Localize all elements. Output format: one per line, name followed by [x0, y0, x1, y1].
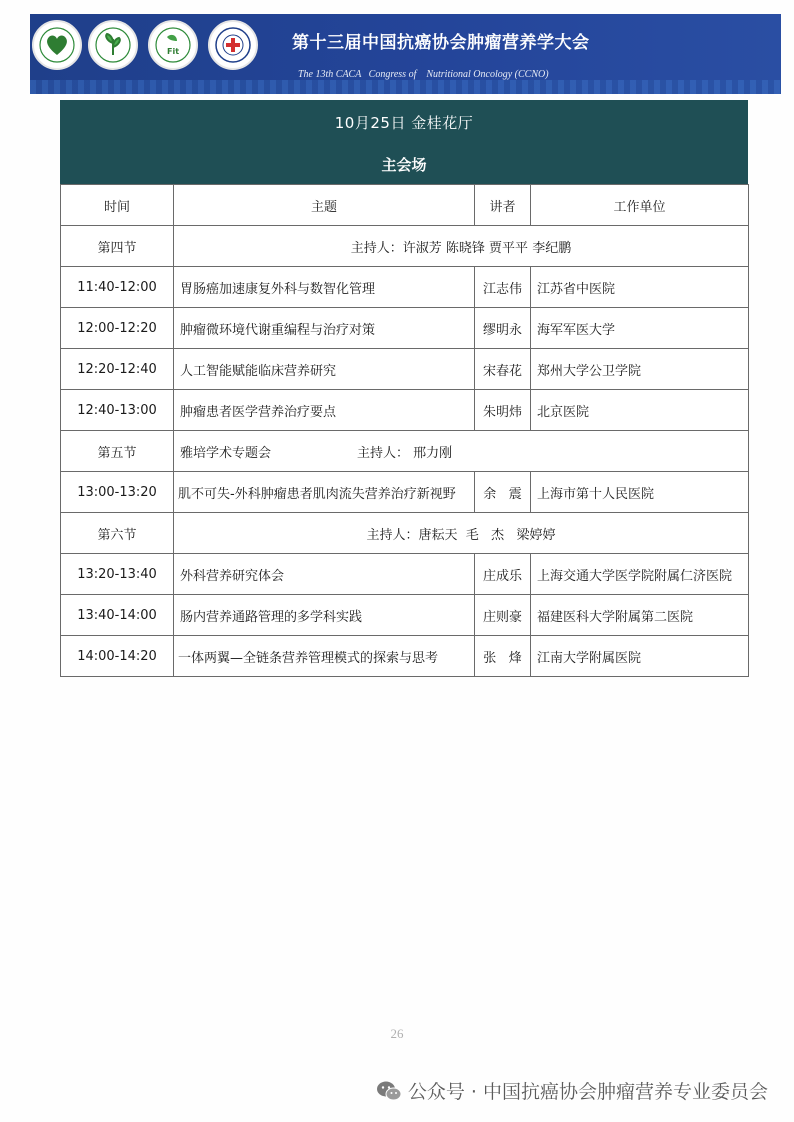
talk-time: 14:00-14:20 [61, 636, 174, 677]
table-row [61, 636, 749, 677]
talk-time: 12:40-13:00 [61, 390, 174, 431]
talk-unit: 江南大学附属医院 [531, 636, 749, 677]
table-row [61, 554, 749, 595]
section-label: 第六节 [61, 513, 174, 554]
table-row [61, 308, 749, 349]
talk-unit: 上海市第十人民医院 [531, 472, 749, 513]
schedule-table [60, 184, 749, 677]
talk-topic: 肌不可失-外科肿瘤患者肌肉流失营养治疗新视野 [174, 472, 475, 513]
talk-topic: 外科营养研究体会 [174, 554, 475, 595]
section-row [61, 226, 749, 267]
talk-topic: 人工智能赋能临床营养研究 [174, 349, 475, 390]
section-label: 第五节 [61, 431, 174, 472]
watermark-text: 公众号 · 中国抗癌协会肿瘤营养专业委员会 [407, 1081, 768, 1103]
talk-speaker: 余 震 [475, 472, 531, 513]
banner-title: 第十三届中国抗癌协会肿瘤营养学大会 [292, 33, 590, 53]
table-row [61, 472, 749, 513]
banner-stripe-pattern [30, 80, 781, 94]
talk-topic: 胃肠癌加速康复外科与数智化管理 [174, 267, 475, 308]
symposium-title: 雅培学术专题会 [180, 445, 272, 461]
column-header-speaker: 讲者 [475, 185, 531, 226]
talk-time: 12:00-12:20 [61, 308, 174, 349]
heart-leaf-logo-icon [32, 20, 82, 70]
svg-text:Fit: Fit [166, 47, 180, 56]
column-header-unit: 工作单位 [531, 185, 749, 226]
section-symposium [174, 431, 749, 472]
talk-speaker: 缪明永 [475, 308, 531, 349]
table-row [61, 267, 749, 308]
talk-speaker: 张 烽 [475, 636, 531, 677]
table-row [61, 390, 749, 431]
wechat-icon [376, 1080, 402, 1102]
section-label: 第四节 [61, 226, 174, 267]
session-date-venue: 10月25日 金桂花厅 [334, 114, 474, 132]
fit-logo-icon [148, 20, 198, 70]
talk-time: 13:40-14:00 [61, 595, 174, 636]
talk-unit: 北京医院 [531, 390, 749, 431]
talk-speaker: 江志伟 [475, 267, 531, 308]
table-row [61, 349, 749, 390]
section-row [61, 431, 749, 472]
talk-unit: 海军军医大学 [531, 308, 749, 349]
talk-topic: 肿瘤微环境代谢重编程与治疗对策 [174, 308, 475, 349]
green-leaf-logo-icon [88, 20, 138, 70]
red-cross-logo-icon [208, 20, 258, 70]
section-hosts: 主持人：唐耘天 毛 杰 梁婷婷 [174, 513, 749, 554]
talk-time: 13:00-13:20 [61, 472, 174, 513]
talk-unit: 福建医科大学附属第二医院 [531, 595, 749, 636]
section-hosts: 主持人：许淑芳 陈晓锋 贾平平 李纪鹏 [174, 226, 749, 267]
page-number: 26 [390, 1026, 404, 1041]
talk-time: 11:40-12:00 [61, 267, 174, 308]
talk-speaker: 庄则豪 [475, 595, 531, 636]
section-host: 主持人： 邢力刚 [357, 445, 453, 461]
talk-time: 13:20-13:40 [61, 554, 174, 595]
session-header [60, 100, 748, 184]
talk-topic: 肠内营养通路管理的多学科实践 [174, 595, 475, 636]
table-header-row [61, 185, 749, 226]
schedule-table-container [60, 100, 748, 677]
talk-unit: 上海交通大学医学院附属仁济医院 [531, 554, 749, 595]
session-hall: 主会场 [381, 156, 427, 174]
talk-speaker: 朱明炜 [475, 390, 531, 431]
section-row [61, 513, 749, 554]
table-row [61, 595, 749, 636]
talk-topic: 肿瘤患者医学营养治疗要点 [174, 390, 475, 431]
conference-banner [30, 14, 781, 94]
banner-subtitle: The 13th CACA Congress of Nutritional Oncology (CCNO) [298, 69, 549, 80]
talk-time: 12:20-12:40 [61, 349, 174, 390]
talk-speaker: 庄成乐 [475, 554, 531, 595]
talk-unit: 郑州大学公卫学院 [531, 349, 749, 390]
talk-speaker: 宋春花 [475, 349, 531, 390]
column-header-topic: 主题 [174, 185, 475, 226]
talk-topic: 一体两翼—全链条营养管理模式的探索与思考 [174, 636, 475, 677]
column-header-time: 时间 [61, 185, 174, 226]
wechat-watermark [376, 1077, 768, 1104]
talk-unit: 江苏省中医院 [531, 267, 749, 308]
